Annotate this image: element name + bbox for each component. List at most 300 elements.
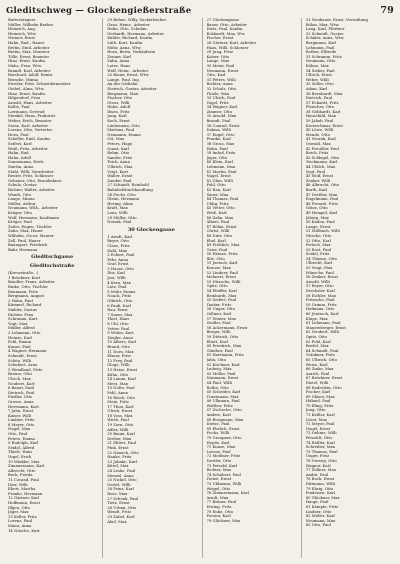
directory-entry: Hinz, Ernst, Kaufm. (8, 59, 47, 64)
directory-entry: Fehr, Anna (107, 257, 129, 262)
directory-entry: Petzoldt, Otto (305, 436, 333, 441)
directory-entry: 40 Löwe, Willi (305, 128, 334, 133)
directory-entry: 79 Ehrig, Otto (305, 486, 334, 491)
directory-entry: 35 Zeller, Otto (305, 82, 334, 87)
directory-entry: Baumgart, Friedrich (8, 243, 48, 248)
directory-entry: Dahms, Willi (206, 128, 231, 133)
directory-entry: 53 Nitzsche, Willi (206, 279, 241, 284)
directory-entry: Zenker, Willi (305, 178, 331, 183)
directory-entry: Rother, Elfriede (305, 50, 337, 55)
directory-entry: 49 Hempel, Karl (305, 210, 338, 215)
directory-entry: Geier, Paul (206, 247, 228, 252)
directory-entry: Ganz, Heinr., Arbeiter (107, 22, 150, 27)
directory-entry: 82 Müller, Karl (305, 514, 335, 519)
directory-entry: Albrecht, Otto (8, 468, 36, 473)
directory-entry: Brauer, Otto (8, 372, 32, 377)
directory-entry: 64 Schmidt, Paul (305, 348, 339, 353)
directory-entry: 63 Möller, Paul (206, 371, 236, 376)
directory-entry: Uhlig, Fritz (206, 201, 229, 206)
column-4 (301, 18, 394, 558)
directory-entry: Krause, Max (206, 266, 231, 271)
directory-entry: Menzel, Anna (107, 473, 134, 478)
directory-entry: 51 Jentsch, Karl (206, 261, 238, 266)
directory-entry: Oertel, Willi (107, 482, 131, 487)
directory-entry: 31 Neubauer, Ernst, Verwaltung (305, 18, 368, 22)
directory-entry: 62 Neubert, Willi (305, 330, 339, 335)
directory-entry: Wagner, Karl (305, 463, 331, 468)
directory-entry: Eweder, Fritz, Schneidermeister (8, 82, 71, 87)
directory-entry: Lutz, Paul (107, 285, 127, 290)
directory-entry: 32 Schulz, Otto (206, 86, 237, 91)
directory-entry: Hanke, Fritz (107, 455, 132, 460)
directory-entry: Horn, Berta, Verkäuferin (107, 50, 156, 55)
directory-entry: Weise, Karl (305, 362, 328, 367)
directory-entry: 12 Frey, Paul (107, 358, 133, 363)
directory-entry: Brandt, Paul (206, 119, 231, 124)
directory-entry: Ulbricht, Karl (305, 261, 333, 266)
directory-entry: Mahler, Gustav (8, 308, 38, 313)
directory-entry: Neumann, Emma (107, 132, 141, 137)
directory-entry: Lange, Ernst (305, 224, 331, 229)
directory-entry: Wendt, Otto (8, 192, 32, 197)
directory-entry: Opitz, Otto (206, 284, 228, 289)
directory-entry: 66 Ullmann, Paul (206, 399, 240, 404)
directory-entry: Wolf, Heinr., Arbeiter (107, 68, 149, 73)
directory-entry: 56 Unger, Otto (206, 307, 236, 312)
directory-entry: Mann, Anna (8, 523, 32, 528)
directory-entry: Vollmer, Karl (206, 312, 232, 316)
column-2 (102, 18, 195, 558)
directory-entry: Zahn, Anna (107, 59, 130, 64)
directory-entry: 47 Dreßler, Max (305, 192, 337, 197)
directory-entry: Ullrich, Ernst (305, 73, 332, 78)
directory-entry: Lange, Max (206, 59, 230, 64)
directory-entry: Zeiler, Eugen, Tischler (8, 224, 52, 229)
directory-entry: Albert, Paul (206, 220, 230, 225)
directory-entry: Opitz, Otto (305, 334, 327, 339)
directory-entry: Ziegler, Anna (107, 335, 133, 340)
directory-entry: 9 Rudolph, Karl (8, 441, 39, 446)
directory-entry: Ihle, Otto (206, 256, 225, 261)
directory-entry: Kümmel, Richard (8, 303, 42, 308)
directory-entry: Voigt, Kurt (107, 169, 129, 174)
directory-entry: 48 Frenzel, Fritz (305, 201, 338, 206)
directory-entry: Bergmann, August (8, 294, 44, 299)
directory-entry: Wünsche, Paul (305, 270, 334, 275)
directory-entry: Weber, Willi (305, 77, 329, 82)
directory-entry: 28 Fuchs, Otto (107, 192, 136, 197)
directory-entry: Hahn, Adolf (107, 105, 131, 110)
directory-entry: 27 Schmidt, Reinhold (107, 183, 149, 188)
directory-entry: Hinz, Ernst, Kaufm. (8, 91, 47, 96)
directory-entry: Wolf, Hermann, Kaufmann (8, 215, 60, 220)
directory-entry: Schulz, Gustav (8, 183, 37, 188)
directory-entry: Tauber, Fritz (206, 302, 232, 307)
directory-entry: Dreher, Max (107, 436, 132, 441)
directory-entry: 8 Meyer, Otto (8, 422, 35, 427)
directory-entry: Horn, Paul (8, 132, 29, 137)
directory-entry: Heinrich, Aug. (8, 27, 37, 32)
directory-entry: 66 Zinke, Max (305, 367, 334, 372)
directory-entry: 69 Ehrlich, Ernst (206, 426, 240, 431)
directory-entry: 12 Gärtner, Karl (8, 496, 40, 501)
directory-entry: Weiß, Fritz, Arbeiter (8, 146, 48, 151)
directory-entry: 59 Grimm, Fritz (305, 302, 337, 307)
directory-entry: Vogel, Erich (8, 455, 32, 460)
directory-entry: Buttersängers (8, 18, 36, 22)
directory-entry: Bergmann, Max (107, 91, 138, 96)
directory-entry: Schramm, Kurt (8, 317, 38, 322)
directory-entry: 78 Bock, Ernst (305, 477, 335, 482)
directory-entry: Peters, Emma (8, 436, 35, 441)
directory-entry: Hahn, Adolf (8, 155, 31, 160)
directory-entry: Olbrich, Otto (107, 299, 133, 304)
directory-entry: Dittmann, Willi (305, 481, 335, 486)
directory-entry: 57 Winter, Max (206, 316, 236, 321)
directory-entry: 45 Vetter, Otto (206, 206, 235, 211)
directory-entry: 13 Keller, Fritz (8, 514, 37, 519)
directory-entry: 36 Conrad, Ernst (206, 123, 240, 128)
directory-entry: Ebert, Karl (206, 339, 228, 344)
directory-entry: Gleim, Hermann (107, 197, 140, 202)
directory-entry: Berger, Willi (206, 330, 231, 335)
directory-entry: Grosse, Anna (8, 399, 34, 404)
directory-entry: 65 Ulbrich, Otto (305, 357, 338, 362)
directory-entry: Weigel, Otto (206, 486, 231, 491)
directory-entry: Nowak, Paul (107, 220, 132, 225)
column-1 (6, 18, 96, 558)
directory-entry: Lowmann, Gertrud (8, 109, 45, 114)
directory-entry: Mauersberger, Ernst (305, 325, 346, 330)
directory-entry: 37 Engel, Otto (206, 132, 235, 137)
directory-entry: Abel, Max (107, 519, 127, 524)
directory-entry: Lindemann, Otto (107, 123, 140, 128)
directory-entry: 27 Glockengasse (206, 18, 240, 22)
directory-entry: Anders, Karl (206, 413, 231, 418)
page-header (6, 4, 394, 16)
directory-entry: Stein, Fritz (107, 400, 129, 405)
directory-entry: Haupt, Paul (305, 500, 329, 505)
directory-entry: 5 Wendland, Fritz (8, 367, 43, 372)
directory-entry: 6 Pauli, Karl (107, 303, 131, 308)
directory-entry: Lange, Paul, Ing. (107, 77, 140, 82)
directory-entry: Iltis, Karl (107, 271, 126, 276)
directory-entry: Ulrich, Max (8, 376, 31, 381)
directory-entry: 24 Leske, Paul (107, 469, 136, 473)
directory-entry: Lorenz, Paul (206, 449, 231, 454)
directory-entry: Möhr, Anna, Wtw. (107, 45, 142, 50)
directory-entry: Teichmann, Karl (305, 160, 338, 165)
directory-entry: Otto, Karl (206, 73, 226, 78)
directory-entry: 65 Schröder, Karl (206, 390, 241, 395)
directory-entry: Müller, Alfred (8, 326, 35, 331)
directory-entry: 35 Arnold, Max (206, 114, 237, 119)
directory-entry: Neubert, Karl (8, 381, 35, 386)
directory-entry: Zimmer, Otto (206, 109, 233, 114)
directory-entry: Baumann, Fritz (8, 289, 38, 294)
directory-entry: Noack, Fritz (107, 294, 132, 299)
directory-entry: 71 Kunze, Max (206, 445, 236, 450)
directory-entry: 20 Baum, Karl (107, 432, 135, 437)
directory-entry: Mende, Otto (305, 132, 330, 137)
directory-entry: Reuter, Fritz, Schlosser (8, 174, 54, 179)
directory-entry: Nestler, Otto (206, 459, 232, 463)
directory-entry: Heinrich, Wtw. (8, 31, 37, 36)
directory-entry: Lindner, Otto (305, 509, 332, 514)
directory-entry: Fischer, Otto (107, 96, 133, 101)
directory-entry: Hahn, Otto, Schuhm. (107, 27, 148, 32)
directory-entry: Pietsch, Max (305, 243, 331, 248)
directory-entry: Lüth, Kurt, Kaufm. (107, 40, 144, 45)
directory-entry: Riedel, Max (305, 344, 329, 349)
directory-entry: 34 Wagner, Karl (206, 105, 238, 110)
directory-entry: Lenz, Willi (107, 210, 128, 215)
directory-entry: Jäger, Max (8, 510, 29, 515)
directory-entry: 3 Haase, Otto (107, 266, 134, 271)
directory-entry: 26 Prinz, Karl (107, 487, 134, 492)
directory-entry: Lotze, Hans (107, 63, 131, 68)
directory-entry: Fuchs, Willi (206, 431, 230, 436)
directory-entry: 60 Jentzsch, Karl (305, 312, 339, 316)
directory-entry: Bahr, Hermann (8, 247, 38, 252)
directory-entry: Richter, Frau (8, 312, 34, 317)
directory-entry: Nagel, Ernst (206, 174, 231, 179)
directory-entry: Sonnemann, Erich (8, 160, 44, 165)
directory-entry: Tietz, Ernst (107, 501, 130, 506)
directory-entry: Oswald, Max (305, 142, 331, 147)
directory-entry: Forster, Karl (206, 514, 231, 519)
directory-entry: 52 Lindner, Paul (206, 270, 238, 275)
directory-entry: Vogel, Fritz (206, 100, 229, 105)
directory-entry: Ludwig, Max (206, 367, 232, 372)
directory-entry: 18 Voss, Max (107, 413, 133, 418)
directory-entry: 3 Lehmann, Otto (8, 331, 41, 335)
directory-entry: Gebauer, Otto, Eisenbahner (8, 178, 62, 183)
directory-entry: 61 Hartmann, Fritz (206, 353, 244, 358)
directory-entry: Lehmann, Max (206, 165, 236, 169)
directory-entry: Scheller, Emil, Kaufm. (8, 137, 51, 142)
directory-entry: Gerhardt, Hermann, Arbeiter (107, 31, 164, 36)
directory-entry: Kolbe, Paul (8, 105, 30, 110)
directory-entry: 67 Brückner, Ernst (305, 376, 343, 381)
directory-entry: Thiele, Max (206, 91, 230, 96)
directory-entry: Fischer, Karl (305, 390, 331, 395)
directory-entry: Borchard, Adolf, Rentn. (8, 73, 54, 78)
directory-entry: 55 Seifert, Paul (206, 298, 237, 303)
directory-entry: 80 Glöckner, Max (305, 495, 340, 500)
directory-entry: Rinke, Otto, Tischler (8, 285, 48, 290)
directory-entry: Barth, Karl (305, 187, 328, 192)
page-number: 79 (380, 5, 394, 16)
directory-entry: 33 Ulrich, Paul (206, 96, 236, 101)
directory-entry: Seidel, Alfred (8, 445, 35, 450)
directory-entry: Richter, Walter, Arbeiter (8, 187, 55, 192)
directory-entry: Andrä, Paul (305, 472, 329, 477)
directory-entry: Neumann, Otto (305, 59, 336, 64)
directory-entry: Kunze, Paul (8, 344, 31, 349)
directory-entry: Bergmann, Karl (305, 40, 337, 45)
directory-entry: Hofmann, Otto (305, 307, 335, 312)
directory-entry: Lehmann, Paul (305, 45, 335, 50)
directory-entry: Herrmann, Kurt (8, 404, 39, 409)
directory-entry: Fiedler, Otto (8, 395, 33, 400)
directory-entry: 7 Jahn, Ernst (8, 409, 34, 414)
directory-entry: Bettin, Emil, Arbeiter (8, 45, 50, 50)
directory-entry: Niemer, Ernst (8, 36, 35, 41)
directory-entry: Adam, Karl (305, 86, 328, 91)
directory-entry: 29 Behne, Willy, Zuckerbäcker (107, 18, 167, 22)
directory-entry: Thiele, Hans (8, 450, 33, 455)
directory-entry: 83 Otto, Paul (305, 523, 331, 528)
directory-entry: Richter, Max (206, 468, 232, 473)
directory-entry: Fleischer, Otto (305, 105, 335, 110)
directory-entry: 76 Vieweg, Otto (305, 459, 337, 463)
directory-entry: Findeisen, Karl (305, 491, 336, 496)
directory-entry: 49 Fröhlich, Max (206, 243, 240, 248)
directory-entry: Fink, Ernst (107, 446, 129, 451)
directory-entry: 40 Klein, Karl (206, 160, 234, 165)
directory-entry: 15 Nolte, Paul (107, 386, 135, 391)
directory-entry: 68 Enderlein, Otto (305, 385, 342, 390)
directory-entry: 29 Jung, Fritz (206, 50, 233, 55)
directory-entry: Bauer, Otto, Arbeiter (206, 22, 247, 27)
directory-entry: Götze, Otto (305, 206, 328, 211)
directory-entry: 13 Heise, Ernst (107, 367, 138, 372)
directory-entry: Hahn, Rud. (8, 151, 30, 156)
directory-entry: Löser, Max (305, 417, 327, 422)
directory-entry: 54 Pfeiffer, Karl (206, 289, 237, 294)
directory-entry: Arnold, Hans, Arbeiter (8, 100, 52, 105)
directory-entry: 64 Paul, Willi (206, 380, 232, 385)
directory-entry: 22 Gnauck, Otto (107, 450, 139, 455)
directory-entry: Zahn, Max, Hauer (8, 229, 43, 234)
street-heading: 30 Glockengasse (127, 226, 175, 233)
directory-entry: Claus, Fritz (107, 243, 130, 248)
directory-entry: Otto, Paul (8, 432, 28, 437)
directory-entry: Vogt, Paul (305, 169, 326, 174)
directory-entry: Zimmermann, Karl (8, 464, 45, 469)
directory-entry: Hoffmann, Ernst (8, 500, 40, 505)
directory-entry: Pohl, Emma (8, 340, 31, 345)
directory-entry: Walther, Fritz (206, 403, 233, 408)
directory-entry: Hering, Alma (107, 201, 133, 206)
directory-entry: Dahl, Max (107, 248, 127, 253)
directory-entry: Bettin, Max, Monteur (8, 50, 50, 55)
directory-entry: Vetter, Paul (107, 326, 130, 331)
directory-entry: 74 Rößler, Karl (305, 440, 335, 445)
directory-entry: 2 Eckert, Paul (107, 253, 135, 258)
directory-entry: (Kreuzstraße...) (8, 271, 39, 276)
directory-entry: Mahs, Frau, Wtw. (8, 63, 42, 68)
directory-entry: Hahn, Rud., Hauer (8, 40, 45, 45)
directory-entry: Martin, Anna (8, 165, 34, 169)
directory-entry: 67 Zschoche, Otto (206, 408, 242, 413)
directory-entry: 53 Rost, Paul (305, 247, 332, 252)
directory-entry: 74 Schubert, Paul (206, 472, 241, 477)
directory-entry: Rau, Ernst (107, 308, 128, 313)
directory-entry: 10 Winkler, Max (8, 459, 40, 464)
directory-entry: Beck, Frieda (8, 473, 33, 478)
directory-entry: Jung, Karl (107, 114, 127, 119)
directory-entry: 81 Kämpfe, Fritz (305, 504, 339, 509)
directory-entry: Müller, Wilhelm Barber (8, 22, 54, 27)
directory-entry: Adler, Willi (107, 427, 129, 432)
directory-entry: 23 Jahnke, Karl (107, 459, 138, 464)
directory-entry: Döring, Fritz (206, 504, 232, 509)
directory-entry: 8 Uhl, Otto (107, 322, 129, 326)
directory-entry: Reich, Fritz (305, 151, 329, 156)
directory-entry: Stahl, Willi, Vorarbeiter (8, 169, 54, 174)
directory-entry: Tränkner, Fritz (305, 353, 335, 358)
street-heading: Gleditschstraße (29, 263, 75, 270)
directory-entry: Reinhardt, Max (206, 293, 237, 298)
directory-entry: Böhm, Max, Wtw. (305, 22, 340, 27)
page-running-title: Gleditschweg — Glockengießerstraße (6, 6, 192, 16)
directory-entry: 63 Pohl, Karl (305, 339, 331, 344)
directory-entry: Kretzschmar, Ernst (305, 123, 343, 128)
directory-entry: Brand, Otto (107, 344, 130, 349)
directory-entry: 16 Reich, Otto (107, 395, 136, 400)
directory-entry: Lang, Karl, Pförtner (305, 27, 345, 32)
directory-entry: Hähnel, Paul (305, 399, 331, 404)
directory-entry: 17 Thon, Karl (107, 404, 134, 409)
directory-entry: 21 Ehlert, Paul (107, 441, 137, 446)
directory-entry: Kaiser, Willi (8, 413, 32, 418)
directory-entry: Ott, Max (107, 137, 125, 142)
directory-entry: 70 Graupner, Otto (206, 436, 242, 441)
directory-entry: Vogt, Max (8, 321, 28, 326)
directory-entry: Graf, Ernst (107, 262, 129, 267)
directory-entry: 6 Bauer, Emil (8, 386, 34, 391)
directory-entry: Schmidt, Ernst (8, 353, 37, 358)
directory-entry: 42 Preußler, Paul (305, 146, 339, 151)
directory-entry: Eckhardt, Max, Ww. (206, 31, 246, 36)
directory-entry: 11 Dorn, Max (107, 349, 134, 354)
directory-entry: Franke, Hermann (8, 491, 43, 496)
directory-entry: Peters, Hugo (107, 142, 133, 147)
directory-entry: Wilhelm, Oscar, Maurer (8, 233, 54, 238)
directory-entry: 71 Keßler, Karl (305, 413, 335, 418)
directory-entry: Schön, Willi (8, 358, 32, 363)
directory-entry: Jost, Willi (107, 276, 126, 281)
directory-entry: Ebel, Karl (206, 238, 226, 243)
directory-entry: 2 Hahn, Paul (8, 298, 33, 303)
directory-entry: Dietze, Paul (206, 422, 230, 427)
directory-entry: Nitsche, Otto (305, 233, 332, 238)
directory-entry: 46 Albrecht, Otto (305, 183, 340, 188)
directory-entry: Jahn, Otto (206, 357, 227, 362)
directory-entry: Quast, Karl (107, 146, 130, 151)
directory-entry: Kaiser, Otto (206, 54, 230, 59)
directory-entry: Wendt, Fritz (107, 510, 132, 515)
directory-entry: 61 Lehmann, Paul (305, 321, 341, 326)
directory-entry: Drechsler, Karl (305, 289, 335, 294)
directory-entry: Zeidler, Paul (206, 321, 231, 326)
directory-entry: 7 Sauer, Max (107, 312, 133, 317)
directory-entry: Heyde, Karl (206, 440, 230, 445)
directory-entry: 34 Sieber, Paul (305, 68, 335, 73)
directory-entry: 30 Meier, Paul (206, 63, 235, 68)
directory-entry: 1 Arndt, Karl (107, 234, 133, 239)
directory-entry: Seifert, Karl (8, 142, 32, 147)
directory-entry: Gloge, Willi (107, 363, 130, 368)
directory-entry: 59 Dittrich, Otto (206, 334, 239, 339)
directory-entry: Fritzsche, Paul (305, 298, 335, 303)
directory-entry: Mehnert, Ernst (206, 275, 237, 280)
directory-entry: 11 Conrad, Paul (8, 478, 39, 482)
directory-entry: Fischer, Ernst (206, 36, 234, 41)
directory-entry: 29 Müller, Otto (107, 215, 137, 220)
